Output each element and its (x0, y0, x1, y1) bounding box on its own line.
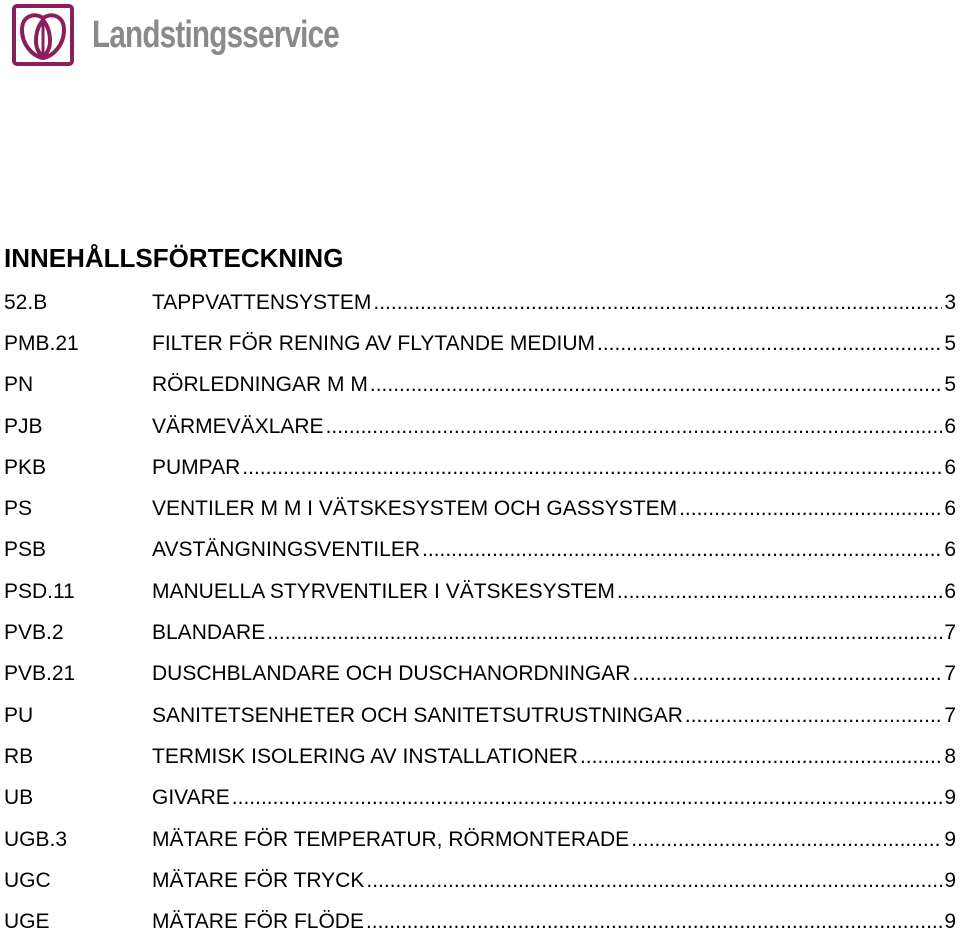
toc-entry-page-number: 9 (944, 786, 956, 810)
toc-entry-code: UGB.3 (4, 827, 68, 851)
toc-entry-page-number: 6 (944, 414, 956, 438)
toc-entry-page-number: 5 (944, 373, 956, 397)
toc-entry-code: RB (4, 744, 34, 768)
toc-entry-main (152, 497, 960, 521)
toc-entry[interactable] (4, 447, 960, 488)
toc-entry[interactable] (4, 654, 960, 695)
toc-entry-title: TAPPVATTENSYSTEM (152, 290, 372, 314)
toc-dot-leader (422, 538, 942, 562)
landstingsservice-logo-icon (12, 4, 74, 66)
toc-entry-title: BLANDARE (152, 621, 266, 645)
toc-entry-code: PN (4, 373, 34, 397)
toc-entry-code: PMB.21 (4, 331, 79, 355)
toc-entry-main (152, 580, 960, 604)
toc-entry-page-number: 6 (944, 579, 956, 603)
toc-entry-main (152, 786, 960, 810)
toc-entry[interactable] (4, 530, 960, 571)
toc-entry-page-number: 6 (944, 538, 956, 562)
toc-entry[interactable] (4, 860, 960, 901)
toc-entry-page-number: 7 (944, 662, 956, 686)
toc-entry-page-number: 9 (944, 910, 956, 934)
toc-entry-main (152, 910, 960, 934)
toc-dot-leader (242, 456, 942, 480)
toc-dot-leader (580, 745, 942, 769)
toc-entry-page-number: 6 (944, 497, 956, 521)
toc-entry-title: GIVARE (152, 786, 230, 810)
toc-entry[interactable] (4, 282, 960, 323)
toc-entry[interactable] (4, 323, 960, 364)
toc-entry[interactable] (4, 365, 960, 406)
toc-entry[interactable] (4, 778, 960, 819)
toc-entry[interactable] (4, 736, 960, 777)
toc-entry-main (152, 745, 960, 769)
toc-entry-title: PUMPAR (152, 455, 241, 479)
toc-entry-code: PSB (4, 538, 47, 562)
toc-entry-code: PSD.11 (4, 579, 75, 603)
toc-entry-title: MÄTARE FÖR FLÖDE (152, 910, 364, 934)
toc-entry-page-number: 7 (944, 703, 956, 727)
toc-dot-leader (267, 621, 942, 645)
toc-dot-leader (597, 332, 942, 356)
toc-entry-title: TERMISK ISOLERING AV INSTALLATIONER (152, 744, 578, 768)
toc-dot-leader (617, 580, 942, 604)
toc-entry[interactable] (4, 571, 960, 612)
toc-entry-main (152, 456, 960, 480)
toc-entry-main (152, 662, 960, 686)
brand-name: Landstingsservice (92, 13, 340, 56)
toc-entry[interactable] (4, 901, 960, 942)
toc-dot-leader (370, 373, 942, 397)
toc-dot-leader (679, 497, 942, 521)
toc-entry-main (152, 291, 960, 315)
toc-entry[interactable] (4, 819, 960, 860)
toc-entry-main (152, 332, 960, 356)
toc-dot-leader (366, 910, 942, 934)
toc-dot-leader (631, 828, 942, 852)
toc-list (4, 282, 960, 943)
toc-entry-title: VÄRMEVÄXLARE (152, 414, 324, 438)
toc-dot-leader (326, 415, 943, 439)
toc-entry-title: FILTER FÖR RENING AV FLYTANDE MEDIUM (152, 331, 595, 355)
toc-entry-title: MANUELLA STYRVENTILER I VÄTSKESYSTEM (152, 579, 615, 603)
toc-entry[interactable] (4, 612, 960, 653)
toc-entry-page-number: 6 (944, 455, 956, 479)
toc-entry-title: VENTILER M M I VÄTSKESYSTEM OCH GASSYSTEM (152, 497, 678, 521)
toc-entry-title: AVSTÄNGNINGSVENTILER (152, 538, 420, 562)
toc-entry-code: UB (4, 786, 34, 810)
toc-dot-leader (685, 704, 942, 728)
toc-entry[interactable] (4, 695, 960, 736)
toc-entry-code: PS (4, 497, 33, 521)
toc-entry-code: PVB.21 (4, 662, 76, 686)
toc-entry-title: DUSCHBLANDARE OCH DUSCHANORDNINGAR (152, 662, 631, 686)
toc-entry-main (152, 621, 960, 645)
toc-entry-code: PKB (4, 455, 47, 479)
toc-entry-title: MÄTARE FÖR TEMPERATUR, RÖRMONTERADE (152, 827, 630, 851)
toc-dot-leader (232, 786, 943, 810)
toc-entry-page-number: 8 (944, 744, 956, 768)
toc-entry-title: MÄTARE FÖR TRYCK (152, 868, 365, 892)
toc-entry-main (152, 704, 960, 728)
toc-entry-main (152, 869, 960, 893)
toc-entry-code: PJB (4, 414, 43, 438)
toc-entry-code: 52.B (4, 290, 48, 314)
toc-dot-leader (373, 291, 942, 315)
toc-dot-leader (366, 869, 942, 893)
toc-entry-page-number: 9 (944, 868, 956, 892)
toc-entry-main (152, 373, 960, 397)
toc-entry-main (152, 538, 960, 562)
toc-entry-code: PU (4, 703, 34, 727)
page-header (12, 4, 409, 66)
toc-entry-code: UGC (4, 868, 51, 892)
toc-entry-code: UGE (4, 910, 50, 934)
toc-entry-main (152, 415, 960, 439)
toc-entry-code: PVB.2 (4, 621, 64, 645)
toc-title: INNEHÅLLSFÖRTECKNING (4, 243, 344, 273)
toc-entry-main (152, 828, 960, 852)
toc-entry[interactable] (4, 406, 960, 447)
toc-dot-leader (632, 662, 942, 686)
toc-entry-page-number: 5 (944, 331, 956, 355)
toc-entry[interactable] (4, 488, 960, 529)
toc-entry-page-number: 7 (944, 621, 956, 645)
toc-entry-title: SANITETSENHETER OCH SANITETSUTRUSTNINGAR (152, 703, 683, 727)
toc-entry-title: RÖRLEDNINGAR M M (152, 373, 368, 397)
toc-entry-page-number: 3 (944, 290, 956, 314)
toc-entry-page-number: 9 (944, 827, 956, 851)
